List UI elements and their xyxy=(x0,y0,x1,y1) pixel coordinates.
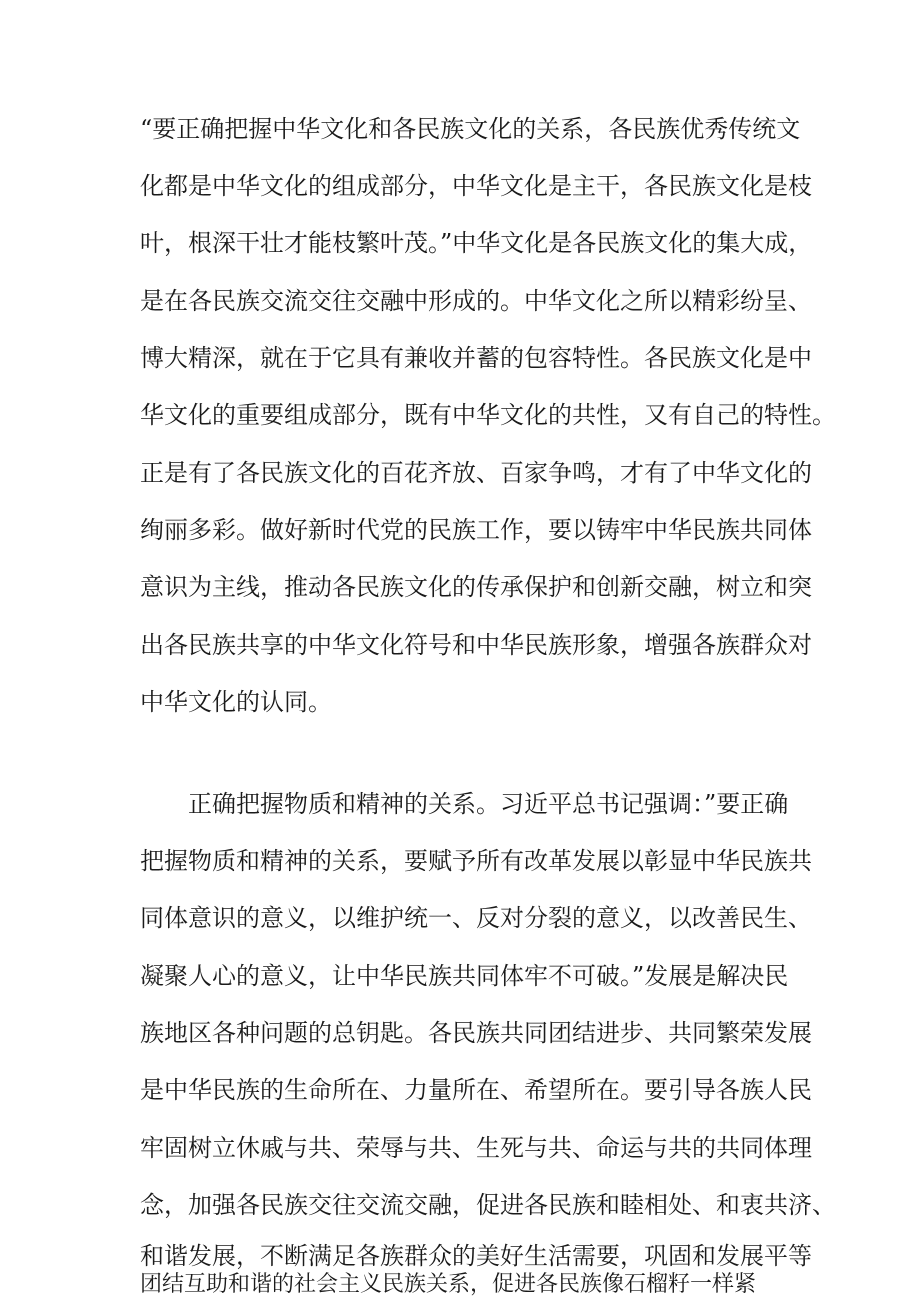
paragraph-line: 华文化的重要组成部分，既有中华文化的共性，又有自己的特性。 xyxy=(140,401,836,429)
paragraph-line: 化都是中华文化的组成部分，中华文化是主干，各民族文化是枝 xyxy=(140,172,812,200)
paragraph-line: 博大精深，就在于它具有兼收并蓄的包容特性。各民族文化是中 xyxy=(140,344,812,372)
paragraph-line: 凝聚人心的意义，让中华民族共同体牢不可破。”发展是解决民 xyxy=(140,962,789,990)
paragraph-line: 出各民族共享的中华文化符号和中华民族形象，增强各族群众对 xyxy=(140,631,812,659)
paragraph-line: 意识为主线，推动各民族文化的传承保护和创新交融，树立和突 xyxy=(140,573,812,601)
paragraph-line: “要正确把握中华文化和各民族文化的关系，各民族优秀传统文 xyxy=(140,115,801,143)
paragraph-line: 族地区各种问题的总钥匙。各民族共同团结进步、共同繁荣发展 xyxy=(140,1019,812,1047)
paragraph-line: 和谐发展，不断满足各族群众的美好生活需要，巩固和发展平等 xyxy=(140,1242,812,1270)
paragraph-line: 正是有了各民族文化的百花齐放、百家争鸣，才有了中华文化的 xyxy=(140,459,812,487)
paragraph-line: 正确把握物质和精神的关系。习近平总书记强调：”要正确 xyxy=(188,790,789,818)
paragraph-line: 绚丽多彩。做好新时代党的民族工作，要以铸牢中华民族共同体 xyxy=(140,516,812,544)
paragraph-line: 把握物质和精神的关系，要赋予所有改革发展以彰显中华民族共 xyxy=(140,847,812,875)
paragraph-line: 团结互助和谐的社会主义民族关系，促进各民族像石榴籽一样紧 xyxy=(140,1272,757,1297)
paragraph-line: 是中华民族的生命所在、力量所在、希望所在。要引导各族人民 xyxy=(140,1076,812,1104)
paragraph-line: 是在各民族交流交往交融中形成的。中华文化之所以精彩纷呈、 xyxy=(140,287,812,315)
paragraph-line: 同体意识的意义，以维护统一、反对分裂的意义，以改善民生、 xyxy=(140,904,812,932)
paragraph-line: 牢固树立休戚与共、荣辱与共、生死与共、命运与共的共同体理 xyxy=(140,1134,812,1162)
paragraph-line: 叶，根深干壮才能枝繁叶茂。”中华文化是各民族文化的集大成， xyxy=(140,229,813,257)
paragraph-line: 中华文化的认同。 xyxy=(140,688,332,716)
paragraph-line: 念，加强各民族交往交流交融，促进各民族和睦相处、和衷共济、 xyxy=(140,1191,836,1219)
